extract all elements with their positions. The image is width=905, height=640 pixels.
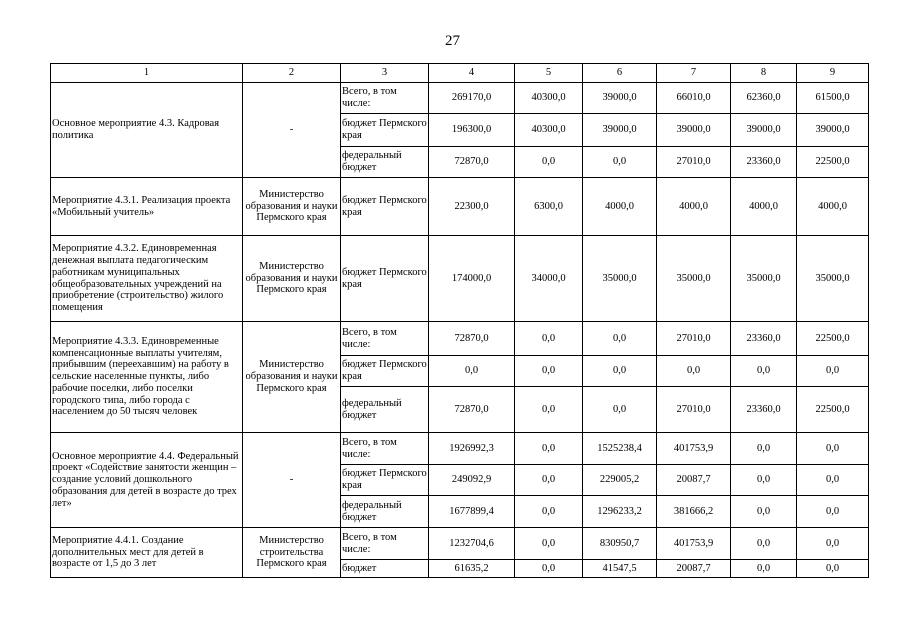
amount-cell: 39000,0 [583,114,657,147]
amount-cell: 0,0 [731,560,797,578]
amount-cell: 1926992,3 [429,433,515,465]
amount-cell: 0,0 [515,528,583,560]
activity-name: Мероприятие 4.4.1. Создание дополнительных мест для детей в возрасте от 1,5 до 3 лет [51,528,243,578]
amount-cell: 61500,0 [797,83,869,114]
amount-cell: 401753,9 [657,433,731,465]
amount-cell: 39000,0 [731,114,797,147]
amount-cell: 27010,0 [657,147,731,178]
table-row [51,83,869,114]
responsible-org: Министерство образования и науки Пермского края [243,178,341,236]
amount-cell: 0,0 [515,560,583,578]
amount-cell: 40300,0 [515,114,583,147]
amount-cell: 39000,0 [583,83,657,114]
amount-cell: 62360,0 [731,83,797,114]
amount-cell: 23360,0 [731,322,797,356]
amount-cell: 0,0 [429,356,515,387]
table-row [51,322,869,356]
amount-cell: 72870,0 [429,147,515,178]
amount-cell: 174000,0 [429,236,515,322]
activity-name: Мероприятие 4.3.3. Единовременные компенсационные выплаты учителям, прибывшим (переехавшим) на работу в сельские населенные пункты, либо рабочие поселки, либо поселки городского типа, либо города с населением до 50 тысяч человек [51,322,243,433]
funding-source: федеральный бюджет [341,387,429,433]
funding-source: бюджет Пермского края [341,178,429,236]
amount-cell: 0,0 [657,356,731,387]
responsible-org: Министерство строительства Пермского края [243,528,341,578]
amount-cell: 35000,0 [797,236,869,322]
amount-cell: 0,0 [515,387,583,433]
budget-table [50,63,869,578]
column-header: 7 [657,64,731,83]
amount-cell: 0,0 [797,465,869,496]
amount-cell: 1525238,4 [583,433,657,465]
funding-source: бюджет [341,560,429,578]
amount-cell: 39000,0 [797,114,869,147]
header-row [51,64,869,83]
funding-source: федеральный бюджет [341,147,429,178]
activity-name: Основное мероприятие 4.3. Кадровая политика [51,83,243,178]
funding-source: федеральный бюджет [341,496,429,528]
amount-cell: 0,0 [515,322,583,356]
amount-cell: 401753,9 [657,528,731,560]
amount-cell: 35000,0 [657,236,731,322]
table-row [51,433,869,465]
column-header: 3 [341,64,429,83]
activity-name: Мероприятие 4.3.2. Единовременная денежная выплата педагогическим работникам муниципальных общеобразовательных учреждений на приобретение (строительство) жилого помещения [51,236,243,322]
funding-source: Всего, в том числе: [341,322,429,356]
amount-cell: 23360,0 [731,387,797,433]
amount-cell: 0,0 [797,496,869,528]
amount-cell: 23360,0 [731,147,797,178]
amount-cell: 0,0 [515,496,583,528]
amount-cell: 0,0 [583,387,657,433]
amount-cell: 0,0 [731,356,797,387]
responsible-org: Министерство образования и науки Пермского края [243,322,341,433]
amount-cell: 249092,9 [429,465,515,496]
table-body [51,83,869,578]
amount-cell: 0,0 [515,465,583,496]
amount-cell: 229005,2 [583,465,657,496]
amount-cell: 6300,0 [515,178,583,236]
table-row [51,236,869,322]
amount-cell: 4000,0 [797,178,869,236]
amount-cell: 27010,0 [657,322,731,356]
column-header: 2 [243,64,341,83]
amount-cell: 0,0 [583,322,657,356]
amount-cell: 0,0 [797,356,869,387]
amount-cell: 0,0 [515,356,583,387]
column-header: 5 [515,64,583,83]
amount-cell: 20087,7 [657,560,731,578]
amount-cell: 22300,0 [429,178,515,236]
responsible-org: - [243,83,341,178]
amount-cell: 1232704,6 [429,528,515,560]
amount-cell: 20087,7 [657,465,731,496]
amount-cell: 4000,0 [731,178,797,236]
activity-name: Основное мероприятие 4.4. Федеральный проект «Содействие занятости женщин – создание условий дошкольного образования для детей в возрасте до трех лет» [51,433,243,528]
funding-source: Всего, в том числе: [341,83,429,114]
amount-cell: 0,0 [797,433,869,465]
amount-cell: 4000,0 [583,178,657,236]
column-header: 9 [797,64,869,83]
amount-cell: 0,0 [731,433,797,465]
funding-source: бюджет Пермского края [341,356,429,387]
amount-cell: 35000,0 [583,236,657,322]
amount-cell: 61635,2 [429,560,515,578]
funding-source: бюджет Пермского края [341,114,429,147]
amount-cell: 22500,0 [797,322,869,356]
column-header: 4 [429,64,515,83]
amount-cell: 66010,0 [657,83,731,114]
amount-cell: 27010,0 [657,387,731,433]
funding-source: бюджет Пермского края [341,236,429,322]
responsible-org: - [243,433,341,528]
amount-cell: 196300,0 [429,114,515,147]
amount-cell: 0,0 [583,147,657,178]
amount-cell: 72870,0 [429,322,515,356]
table-row [51,178,869,236]
amount-cell: 41547,5 [583,560,657,578]
amount-cell: 269170,0 [429,83,515,114]
column-header: 6 [583,64,657,83]
amount-cell: 22500,0 [797,147,869,178]
amount-cell: 830950,7 [583,528,657,560]
amount-cell: 0,0 [515,433,583,465]
amount-cell: 0,0 [731,496,797,528]
amount-cell: 35000,0 [731,236,797,322]
amount-cell: 1677899,4 [429,496,515,528]
amount-cell: 1296233,2 [583,496,657,528]
amount-cell: 0,0 [731,528,797,560]
activity-name: Мероприятие 4.3.1. Реализация проекта «Мобильный учитель» [51,178,243,236]
funding-source: Всего, в том числе: [341,433,429,465]
funding-source: Всего, в том числе: [341,528,429,560]
amount-cell: 0,0 [797,528,869,560]
amount-cell: 39000,0 [657,114,731,147]
column-header: 1 [51,64,243,83]
table-row [51,528,869,560]
amount-cell: 0,0 [515,147,583,178]
amount-cell: 40300,0 [515,83,583,114]
amount-cell: 4000,0 [657,178,731,236]
amount-cell: 0,0 [731,465,797,496]
amount-cell: 381666,2 [657,496,731,528]
column-header: 8 [731,64,797,83]
amount-cell: 72870,0 [429,387,515,433]
amount-cell: 34000,0 [515,236,583,322]
funding-source: бюджет Пермского края [341,465,429,496]
responsible-org: Министерство образования и науки Пермского края [243,236,341,322]
amount-cell: 22500,0 [797,387,869,433]
amount-cell: 0,0 [797,560,869,578]
amount-cell: 0,0 [583,356,657,387]
page-number: 27 [445,33,460,49]
